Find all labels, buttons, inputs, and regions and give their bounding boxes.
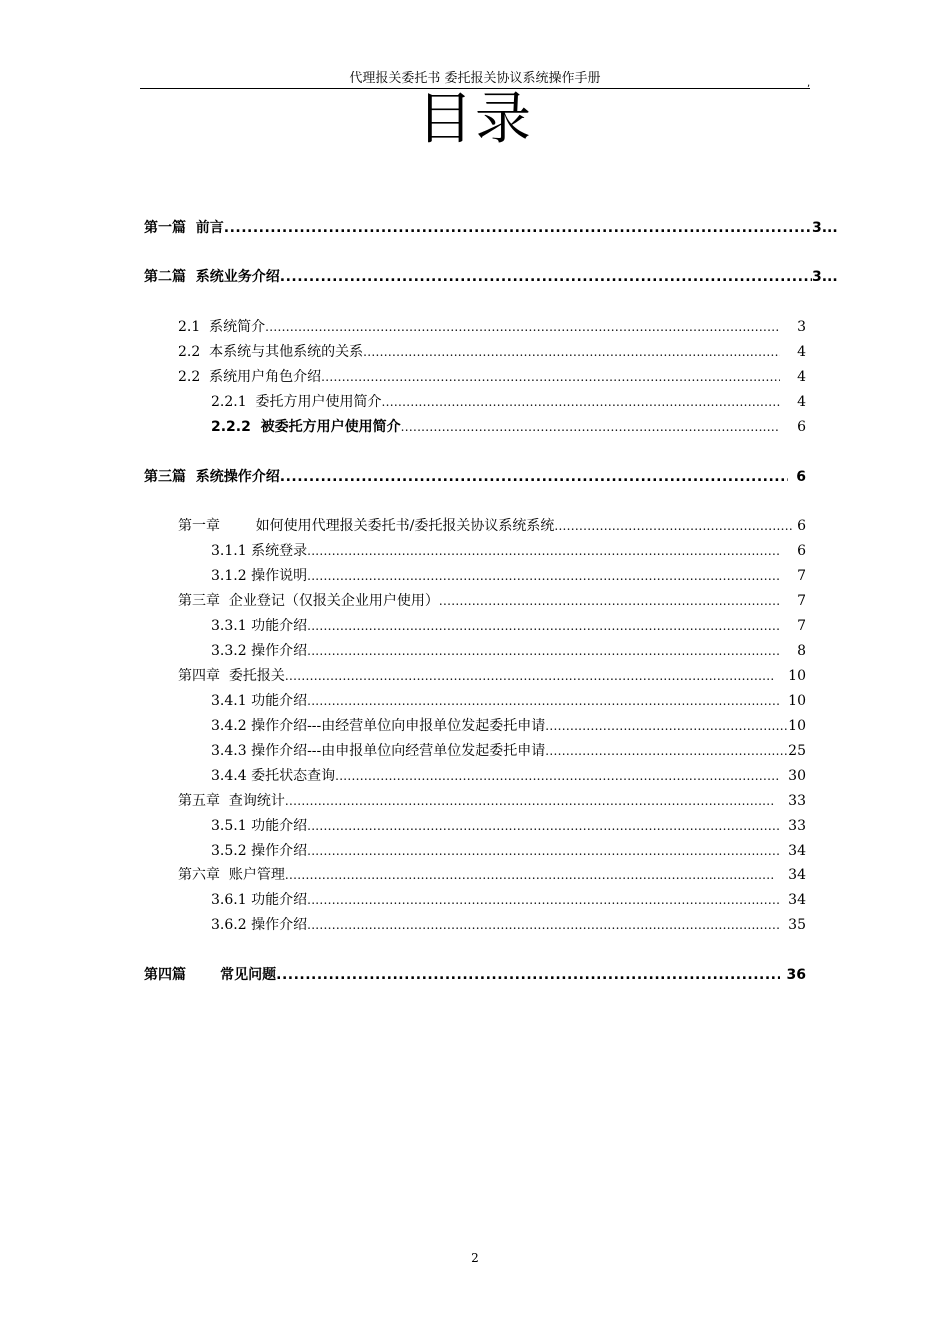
toc-entry-page: 4: [797, 394, 806, 410]
toc-entry-label: 第二篇 系统业务介绍: [144, 269, 280, 285]
toc-entry-page: 25: [788, 743, 806, 759]
toc-entry-2-2-1[interactable]: [211, 391, 806, 413]
toc-entry-3-5-1[interactable]: [211, 815, 806, 837]
toc-leader: [224, 217, 812, 239]
toc-entry-label: 第三章 企业登记（仅报关企业用户使用）: [178, 593, 439, 609]
page-number: 2: [471, 1251, 479, 1265]
toc-leader: [307, 565, 780, 587]
toc-entry-label: 第四章 委托报关: [178, 668, 285, 684]
toc-entry-label: 第一篇 前言: [144, 220, 224, 236]
toc-entry-part-4[interactable]: [144, 964, 806, 986]
toc-entry-page: 3: [797, 319, 806, 335]
toc-entry-chapter-4[interactable]: [178, 665, 806, 687]
toc-entry-3-6-2[interactable]: [211, 914, 806, 936]
toc-entry-page: 6: [796, 469, 806, 485]
toc-entry-2-2-2[interactable]: [211, 416, 806, 438]
toc-leader: [285, 665, 774, 687]
page-title: 目录: [417, 87, 533, 152]
toc-entry-label: 3.4.3 操作介绍---由申报单位向经营单位发起委托申请: [211, 743, 546, 759]
toc-entry-3-1-2[interactable]: [211, 565, 806, 587]
toc-entry-2-2-relation[interactable]: [178, 341, 806, 363]
toc-leader: [401, 416, 780, 438]
toc-entry-3-6-1[interactable]: [211, 889, 806, 911]
toc-entry-3-4-2[interactable]: [211, 715, 806, 737]
toc-entry-3-3-2[interactable]: [211, 640, 806, 662]
toc-entry-page: 34: [788, 843, 806, 859]
toc-entry-page: 33: [788, 793, 806, 809]
toc-entry-label: 3.1.2 操作说明: [211, 568, 308, 584]
toc-leader: [276, 964, 780, 986]
toc-entry-page: 30: [788, 768, 806, 784]
toc-entry-3-1-1[interactable]: [211, 540, 806, 562]
toc-entry-chapter-1[interactable]: [178, 515, 806, 537]
toc-entry-3-4-4[interactable]: [211, 765, 806, 787]
toc-entry-page: 4: [797, 369, 806, 385]
toc-entry-label: 第五章 查询统计: [178, 793, 285, 809]
toc-leader: [307, 640, 780, 662]
toc-leader: [321, 366, 780, 388]
toc-entry-3-5-2[interactable]: [211, 840, 806, 862]
toc-leader: [307, 690, 780, 712]
toc-entry-label: 第一章 如何使用代理报关委托书/委托报关协议系统系统: [178, 518, 555, 534]
toc-entry-part-2[interactable]: [144, 266, 838, 288]
toc-leader: [439, 590, 780, 612]
toc-entry-label: 3.1.1 系统登录: [211, 543, 308, 559]
toc-leader: [307, 914, 780, 936]
toc-entry-page: 10: [788, 668, 806, 684]
toc-entry-label: 2.2 系统用户角色介绍: [178, 369, 322, 385]
toc-entry-page: 33: [788, 818, 806, 834]
toc-entry-part-3[interactable]: [144, 466, 806, 488]
toc-leader: [382, 391, 780, 413]
toc-entry-page: 10: [788, 693, 806, 709]
toc-leader: [554, 515, 794, 537]
header-mark: ,: [807, 78, 811, 89]
toc-entry-page: 35: [788, 917, 806, 933]
toc-leader: [280, 266, 812, 288]
toc-entry-label: 2.1 系统简介: [178, 319, 266, 335]
toc-entry-page: 34: [788, 892, 806, 908]
toc-entry-label: 第三篇 系统操作介绍: [144, 469, 280, 485]
toc-leader: [285, 864, 774, 886]
toc-entry-page: 4: [797, 344, 806, 360]
toc-entry-chapter-5[interactable]: [178, 790, 806, 812]
toc-entry-label: 3.3.1 功能介绍: [211, 618, 308, 634]
toc-leader: [307, 540, 780, 562]
toc-entry-label: 3.4.1 功能介绍: [211, 693, 308, 709]
toc-entry-3-3-1[interactable]: [211, 615, 806, 637]
toc-entry-label: 3.3.2 操作介绍: [211, 643, 308, 659]
toc-leader: [307, 840, 780, 862]
toc-entry-page: 3...: [812, 220, 838, 236]
toc-entry-label: 3.6.2 操作介绍: [211, 917, 308, 933]
toc-entry-page: 7: [797, 568, 806, 584]
toc-leader: [285, 790, 774, 812]
toc-leader: [363, 341, 780, 363]
toc-leader: [545, 740, 788, 762]
toc-entry-page: 6: [797, 419, 806, 435]
toc-entry-2-1[interactable]: [178, 316, 806, 338]
toc-entry-label: 第四篇 常见问题: [144, 967, 277, 983]
toc-entry-3-4-1[interactable]: [211, 690, 806, 712]
toc-entry-label: 2.2.2 被委托方用户使用简介: [211, 419, 401, 435]
toc-entry-chapter-6[interactable]: [178, 864, 806, 886]
toc-entry-page: 34: [788, 867, 806, 883]
toc-entry-label: 2.2.1 委托方用户使用简介: [211, 394, 382, 410]
toc-entry-label: 第六章 账户管理: [178, 867, 285, 883]
toc-leader: [545, 715, 788, 737]
toc-leader: [307, 889, 780, 911]
toc-leader: [280, 466, 788, 488]
toc-entry-label: 3.4.2 操作介绍---由经营单位向申报单位发起委托申请: [211, 718, 546, 734]
toc-entry-page: 7: [797, 618, 806, 634]
toc-entry-page: 10: [788, 718, 806, 734]
toc-entry-label: 2.2 本系统与其他系统的关系: [178, 344, 364, 360]
toc-entry-page: 6: [797, 543, 806, 559]
toc-entry-label: 3.4.4 委托状态查询: [211, 768, 336, 784]
toc-entry-page: 6: [797, 518, 806, 534]
toc-entry-3-4-3[interactable]: [211, 740, 806, 762]
toc-entry-part-1[interactable]: [144, 217, 838, 239]
toc-entry-chapter-3[interactable]: [178, 590, 806, 612]
toc-entry-label: 3.5.2 操作介绍: [211, 843, 308, 859]
toc-entry-2-2-roles[interactable]: [178, 366, 806, 388]
toc-entry-page: 8: [797, 643, 806, 659]
toc-leader: [335, 765, 780, 787]
toc-leader: [265, 316, 780, 338]
running-header: 代理报关委托书 委托报关协议系统操作手册: [349, 71, 601, 86]
toc-entry-page: 7: [797, 593, 806, 609]
toc-entry-label: 3.6.1 功能介绍: [211, 892, 308, 908]
toc-leader: [307, 815, 780, 837]
toc-leader: [307, 615, 780, 637]
toc-entry-page: 3...: [812, 269, 838, 285]
toc-entry-page: 36: [786, 967, 806, 983]
toc-entry-label: 3.5.1 功能介绍: [211, 818, 308, 834]
